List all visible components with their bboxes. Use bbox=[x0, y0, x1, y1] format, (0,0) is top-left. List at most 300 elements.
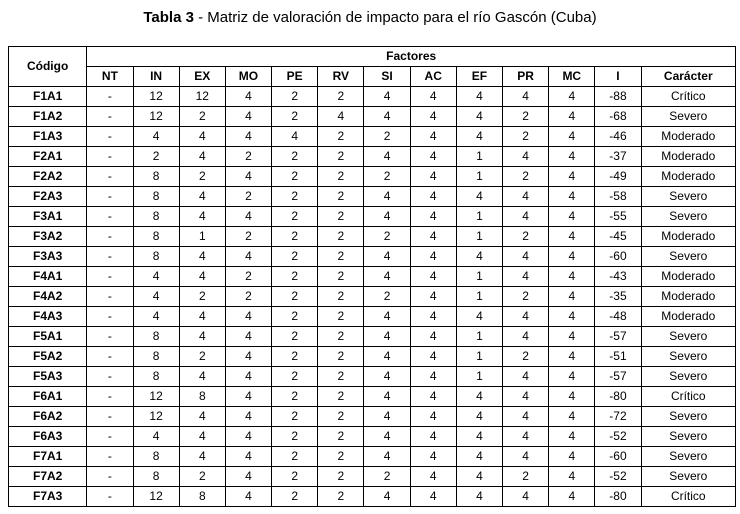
row-code-cell: F4A1 bbox=[9, 267, 87, 287]
row-value-cell: -43 bbox=[595, 267, 641, 287]
row-value-cell: 12 bbox=[133, 387, 179, 407]
row-code-cell: F4A3 bbox=[9, 307, 87, 327]
row-value-cell: 2 bbox=[503, 467, 549, 487]
row-value-cell: 4 bbox=[549, 387, 595, 407]
row-value-cell: 2 bbox=[318, 127, 364, 147]
table-row bbox=[9, 267, 736, 287]
row-value-cell: 2 bbox=[318, 187, 364, 207]
row-value-cell: 4 bbox=[364, 187, 410, 207]
row-value-cell: 4 bbox=[364, 347, 410, 367]
row-value-cell: Severo bbox=[641, 207, 735, 227]
row-value-cell: 12 bbox=[133, 487, 179, 507]
row-value-cell: Severo bbox=[641, 247, 735, 267]
row-value-cell: 4 bbox=[225, 347, 271, 367]
row-value-cell: 4 bbox=[410, 127, 456, 147]
row-value-cell: 1 bbox=[456, 347, 502, 367]
row-value-cell: -52 bbox=[595, 467, 641, 487]
row-value-cell: -45 bbox=[595, 227, 641, 247]
row-code-cell: F3A1 bbox=[9, 207, 87, 227]
row-value-cell: 4 bbox=[503, 247, 549, 267]
row-code-cell: F2A3 bbox=[9, 187, 87, 207]
row-value-cell: 4 bbox=[179, 187, 225, 207]
row-value-cell: - bbox=[87, 107, 133, 127]
row-value-cell: 12 bbox=[133, 107, 179, 127]
row-value-cell: 4 bbox=[410, 487, 456, 507]
row-value-cell: 2 bbox=[318, 87, 364, 107]
row-value-cell: 4 bbox=[225, 307, 271, 327]
row-value-cell: 4 bbox=[272, 127, 318, 147]
row-value-cell: 4 bbox=[364, 387, 410, 407]
row-value-cell: 2 bbox=[272, 387, 318, 407]
table-row bbox=[9, 187, 736, 207]
column-header-mo: MO bbox=[225, 67, 271, 87]
row-value-cell: 4 bbox=[503, 327, 549, 347]
row-value-cell: Severo bbox=[641, 407, 735, 427]
row-value-cell: 4 bbox=[549, 267, 595, 287]
table-row bbox=[9, 467, 736, 487]
factors-group-header: Factores bbox=[87, 47, 736, 67]
row-value-cell: 2 bbox=[272, 207, 318, 227]
column-header-pe: PE bbox=[272, 67, 318, 87]
row-value-cell: 4 bbox=[549, 127, 595, 147]
row-value-cell: Severo bbox=[641, 187, 735, 207]
row-value-cell: 8 bbox=[133, 207, 179, 227]
row-value-cell: 1 bbox=[456, 227, 502, 247]
row-code-cell: F7A3 bbox=[9, 487, 87, 507]
row-code-cell: F1A1 bbox=[9, 87, 87, 107]
row-value-cell: - bbox=[87, 387, 133, 407]
header-row-factors bbox=[9, 47, 736, 67]
row-value-cell: 4 bbox=[456, 87, 502, 107]
row-value-cell: 2 bbox=[272, 107, 318, 127]
table-row bbox=[9, 407, 736, 427]
column-header-in: IN bbox=[133, 67, 179, 87]
row-value-cell: 4 bbox=[364, 307, 410, 327]
row-value-cell: 4 bbox=[410, 327, 456, 347]
row-value-cell: 4 bbox=[133, 127, 179, 147]
row-value-cell: 4 bbox=[549, 147, 595, 167]
row-value-cell: -58 bbox=[595, 187, 641, 207]
row-value-cell: 4 bbox=[410, 207, 456, 227]
row-value-cell: 4 bbox=[549, 427, 595, 447]
row-value-cell: 2 bbox=[272, 87, 318, 107]
row-value-cell: -72 bbox=[595, 407, 641, 427]
row-value-cell: 4 bbox=[364, 267, 410, 287]
row-code-cell: F5A3 bbox=[9, 367, 87, 387]
row-value-cell: 4 bbox=[364, 247, 410, 267]
row-code-cell: F4A2 bbox=[9, 287, 87, 307]
row-value-cell: Moderado bbox=[641, 167, 735, 187]
row-value-cell: 4 bbox=[456, 247, 502, 267]
row-value-cell: 4 bbox=[503, 487, 549, 507]
row-value-cell: 4 bbox=[456, 407, 502, 427]
row-value-cell: 2 bbox=[179, 167, 225, 187]
row-value-cell: 2 bbox=[272, 487, 318, 507]
row-value-cell: 2 bbox=[503, 167, 549, 187]
row-value-cell: 2 bbox=[179, 107, 225, 127]
row-value-cell: - bbox=[87, 367, 133, 387]
row-value-cell: Moderado bbox=[641, 267, 735, 287]
row-value-cell: 2 bbox=[364, 127, 410, 147]
row-value-cell: 8 bbox=[133, 167, 179, 187]
row-value-cell: 4 bbox=[364, 87, 410, 107]
row-value-cell: - bbox=[87, 287, 133, 307]
row-value-cell: 4 bbox=[410, 147, 456, 167]
table-row bbox=[9, 427, 736, 447]
column-header-i: I bbox=[595, 67, 641, 87]
row-value-cell: 4 bbox=[503, 407, 549, 427]
row-value-cell: 2 bbox=[225, 187, 271, 207]
row-value-cell: 4 bbox=[503, 427, 549, 447]
row-value-cell: 4 bbox=[549, 487, 595, 507]
row-value-cell: 4 bbox=[410, 107, 456, 127]
row-value-cell: - bbox=[87, 207, 133, 227]
row-value-cell: 2 bbox=[364, 287, 410, 307]
row-value-cell: -52 bbox=[595, 427, 641, 447]
row-value-cell: 4 bbox=[179, 247, 225, 267]
row-value-cell: 4 bbox=[549, 207, 595, 227]
row-value-cell: 2 bbox=[272, 467, 318, 487]
row-value-cell: 2 bbox=[133, 147, 179, 167]
row-value-cell: 4 bbox=[225, 427, 271, 447]
row-value-cell: 2 bbox=[503, 107, 549, 127]
row-value-cell: 2 bbox=[225, 147, 271, 167]
row-value-cell: 2 bbox=[272, 427, 318, 447]
row-value-cell: -49 bbox=[595, 167, 641, 187]
row-value-cell: 4 bbox=[456, 447, 502, 467]
row-value-cell: 4 bbox=[549, 347, 595, 367]
row-value-cell: 4 bbox=[410, 347, 456, 367]
row-value-cell: 4 bbox=[364, 447, 410, 467]
row-value-cell: 12 bbox=[179, 87, 225, 107]
row-value-cell: -48 bbox=[595, 307, 641, 327]
column-header-mc: MC bbox=[549, 67, 595, 87]
row-value-cell: -55 bbox=[595, 207, 641, 227]
row-value-cell: 4 bbox=[549, 187, 595, 207]
row-value-cell: 2 bbox=[503, 227, 549, 247]
row-value-cell: -57 bbox=[595, 367, 641, 387]
row-value-cell: - bbox=[87, 327, 133, 347]
row-value-cell: 4 bbox=[225, 447, 271, 467]
table-row bbox=[9, 247, 736, 267]
row-value-cell: 8 bbox=[179, 487, 225, 507]
row-value-cell: 2 bbox=[272, 227, 318, 247]
column-header-nt: NT bbox=[87, 67, 133, 87]
row-value-cell: 8 bbox=[179, 387, 225, 407]
row-value-cell: 4 bbox=[503, 267, 549, 287]
row-value-cell: 2 bbox=[318, 367, 364, 387]
row-value-cell: 4 bbox=[318, 107, 364, 127]
row-value-cell: 4 bbox=[503, 307, 549, 327]
row-value-cell: -60 bbox=[595, 447, 641, 467]
row-value-cell: - bbox=[87, 347, 133, 367]
row-value-cell: - bbox=[87, 467, 133, 487]
row-value-cell: Moderado bbox=[641, 227, 735, 247]
row-code-cell: F2A1 bbox=[9, 147, 87, 167]
row-value-cell: 4 bbox=[410, 227, 456, 247]
row-value-cell: 2 bbox=[503, 127, 549, 147]
row-value-cell: 4 bbox=[179, 147, 225, 167]
row-value-cell: 4 bbox=[225, 367, 271, 387]
row-value-cell: 2 bbox=[318, 327, 364, 347]
table-row bbox=[9, 207, 736, 227]
column-header-ex: EX bbox=[179, 67, 225, 87]
row-value-cell: - bbox=[87, 447, 133, 467]
table-row bbox=[9, 287, 736, 307]
row-value-cell: 4 bbox=[410, 467, 456, 487]
row-value-cell: Severo bbox=[641, 427, 735, 447]
row-code-cell: F3A2 bbox=[9, 227, 87, 247]
row-value-cell: 4 bbox=[503, 187, 549, 207]
row-value-cell: 4 bbox=[549, 247, 595, 267]
row-value-cell: 2 bbox=[318, 407, 364, 427]
row-value-cell: 2 bbox=[318, 387, 364, 407]
row-value-cell: Crítico bbox=[641, 487, 735, 507]
column-header-pr: PR bbox=[503, 67, 549, 87]
table-row bbox=[9, 447, 736, 467]
row-value-cell: 2 bbox=[318, 267, 364, 287]
row-value-cell: 2 bbox=[272, 167, 318, 187]
row-code-cell: F1A2 bbox=[9, 107, 87, 127]
row-value-cell: 2 bbox=[364, 167, 410, 187]
row-value-cell: Crítico bbox=[641, 87, 735, 107]
row-value-cell: 4 bbox=[225, 467, 271, 487]
row-code-cell: F2A2 bbox=[9, 167, 87, 187]
row-value-cell: 2 bbox=[272, 247, 318, 267]
row-value-cell: Moderado bbox=[641, 307, 735, 327]
row-value-cell: 4 bbox=[549, 167, 595, 187]
row-value-cell: 2 bbox=[503, 287, 549, 307]
row-value-cell: -60 bbox=[595, 247, 641, 267]
row-value-cell: -51 bbox=[595, 347, 641, 367]
row-value-cell: 4 bbox=[225, 127, 271, 147]
row-value-cell: 2 bbox=[272, 347, 318, 367]
row-value-cell: 8 bbox=[133, 327, 179, 347]
row-value-cell: 1 bbox=[456, 167, 502, 187]
row-value-cell: 1 bbox=[179, 227, 225, 247]
row-value-cell: 4 bbox=[456, 127, 502, 147]
row-value-cell: Severo bbox=[641, 327, 735, 347]
row-value-cell: - bbox=[87, 187, 133, 207]
row-value-cell: Crítico bbox=[641, 387, 735, 407]
row-code-cell: F3A3 bbox=[9, 247, 87, 267]
row-value-cell: -68 bbox=[595, 107, 641, 127]
row-value-cell: 4 bbox=[549, 367, 595, 387]
row-value-cell: 4 bbox=[364, 207, 410, 227]
row-value-cell: 4 bbox=[410, 387, 456, 407]
row-value-cell: 8 bbox=[133, 347, 179, 367]
row-value-cell: 4 bbox=[225, 327, 271, 347]
row-value-cell: 8 bbox=[133, 467, 179, 487]
row-value-cell: 1 bbox=[456, 367, 502, 387]
row-value-cell: 4 bbox=[503, 367, 549, 387]
row-value-cell: - bbox=[87, 407, 133, 427]
row-value-cell: -37 bbox=[595, 147, 641, 167]
row-code-cell: F5A2 bbox=[9, 347, 87, 367]
row-value-cell: 2 bbox=[364, 467, 410, 487]
row-value-cell: 4 bbox=[456, 107, 502, 127]
row-value-cell: -80 bbox=[595, 387, 641, 407]
row-value-cell: -88 bbox=[595, 87, 641, 107]
row-value-cell: 4 bbox=[410, 247, 456, 267]
table-row bbox=[9, 327, 736, 347]
row-value-cell: 4 bbox=[364, 407, 410, 427]
row-value-cell: 4 bbox=[549, 467, 595, 487]
table-row bbox=[9, 487, 736, 507]
row-value-cell: 4 bbox=[225, 87, 271, 107]
row-value-cell: 4 bbox=[179, 267, 225, 287]
row-value-cell: 12 bbox=[133, 407, 179, 427]
table-row bbox=[9, 227, 736, 247]
row-value-cell: 4 bbox=[410, 407, 456, 427]
table-row bbox=[9, 107, 736, 127]
row-value-cell: 4 bbox=[456, 307, 502, 327]
row-value-cell: 4 bbox=[410, 427, 456, 447]
row-value-cell: 4 bbox=[364, 107, 410, 127]
row-value-cell: -35 bbox=[595, 287, 641, 307]
row-value-cell: -80 bbox=[595, 487, 641, 507]
row-value-cell: 4 bbox=[549, 307, 595, 327]
row-value-cell: 4 bbox=[225, 107, 271, 127]
row-value-cell: 4 bbox=[503, 447, 549, 467]
row-value-cell: 4 bbox=[503, 147, 549, 167]
table-caption-text: - Matriz de valoración de impacto para el río Gascón (Cuba) bbox=[193, 9, 597, 26]
row-value-cell: Moderado bbox=[641, 147, 735, 167]
table-caption-label: Tabla 3 bbox=[143, 9, 194, 26]
row-value-cell: 4 bbox=[179, 327, 225, 347]
row-code-cell: F7A2 bbox=[9, 467, 87, 487]
row-value-cell: 4 bbox=[225, 487, 271, 507]
row-value-cell: - bbox=[87, 167, 133, 187]
table-body bbox=[9, 87, 736, 507]
code-column-header: Código bbox=[9, 47, 87, 87]
row-value-cell: 4 bbox=[456, 187, 502, 207]
row-value-cell: 4 bbox=[410, 187, 456, 207]
row-value-cell: 4 bbox=[364, 367, 410, 387]
row-value-cell: 2 bbox=[364, 227, 410, 247]
row-value-cell: 4 bbox=[179, 367, 225, 387]
row-value-cell: 4 bbox=[179, 127, 225, 147]
row-value-cell: - bbox=[87, 307, 133, 327]
row-value-cell: 2 bbox=[179, 287, 225, 307]
row-value-cell: 4 bbox=[133, 267, 179, 287]
impact-matrix-table bbox=[8, 46, 736, 507]
row-value-cell: 2 bbox=[272, 287, 318, 307]
row-value-cell: 2 bbox=[318, 287, 364, 307]
row-code-cell: F1A3 bbox=[9, 127, 87, 147]
row-value-cell: 1 bbox=[456, 147, 502, 167]
row-value-cell: - bbox=[87, 227, 133, 247]
row-value-cell: 4 bbox=[456, 387, 502, 407]
row-value-cell: 8 bbox=[133, 367, 179, 387]
row-value-cell: 8 bbox=[133, 247, 179, 267]
column-header-rv: RV bbox=[318, 67, 364, 87]
row-value-cell: Severo bbox=[641, 367, 735, 387]
row-value-cell: 4 bbox=[549, 87, 595, 107]
row-value-cell: 2 bbox=[272, 147, 318, 167]
row-value-cell: 4 bbox=[410, 367, 456, 387]
row-value-cell: 4 bbox=[225, 207, 271, 227]
row-value-cell: 8 bbox=[133, 447, 179, 467]
row-value-cell: 4 bbox=[179, 447, 225, 467]
row-value-cell: - bbox=[87, 147, 133, 167]
row-value-cell: 4 bbox=[364, 147, 410, 167]
row-value-cell: 2 bbox=[272, 367, 318, 387]
row-value-cell: 4 bbox=[549, 327, 595, 347]
table-caption bbox=[0, 8, 740, 28]
row-value-cell: 4 bbox=[549, 107, 595, 127]
row-value-cell: 4 bbox=[133, 427, 179, 447]
row-value-cell: 2 bbox=[272, 447, 318, 467]
table-row bbox=[9, 347, 736, 367]
row-value-cell: 2 bbox=[318, 307, 364, 327]
row-code-cell: F6A1 bbox=[9, 387, 87, 407]
column-header-car-cter: Carácter bbox=[641, 67, 735, 87]
row-value-cell: 2 bbox=[272, 307, 318, 327]
column-header-ac: AC bbox=[410, 67, 456, 87]
row-code-cell: F5A1 bbox=[9, 327, 87, 347]
row-value-cell: -57 bbox=[595, 327, 641, 347]
row-value-cell: 2 bbox=[225, 267, 271, 287]
row-code-cell: F6A2 bbox=[9, 407, 87, 427]
row-value-cell: 4 bbox=[225, 247, 271, 267]
table-row bbox=[9, 147, 736, 167]
row-value-cell: Severo bbox=[641, 467, 735, 487]
row-value-cell: 4 bbox=[503, 207, 549, 227]
row-value-cell: 4 bbox=[503, 387, 549, 407]
row-value-cell: Severo bbox=[641, 347, 735, 367]
row-value-cell: - bbox=[87, 87, 133, 107]
row-value-cell: 12 bbox=[133, 87, 179, 107]
row-value-cell: 4 bbox=[179, 207, 225, 227]
row-value-cell: Severo bbox=[641, 107, 735, 127]
row-value-cell: 4 bbox=[549, 227, 595, 247]
row-value-cell: 4 bbox=[364, 427, 410, 447]
row-value-cell: 4 bbox=[364, 327, 410, 347]
row-value-cell: 4 bbox=[133, 287, 179, 307]
row-value-cell: Moderado bbox=[641, 127, 735, 147]
row-value-cell: 2 bbox=[318, 227, 364, 247]
row-value-cell: 4 bbox=[503, 87, 549, 107]
row-value-cell: - bbox=[87, 267, 133, 287]
row-value-cell: 4 bbox=[410, 287, 456, 307]
row-value-cell: 4 bbox=[456, 427, 502, 447]
row-value-cell: 1 bbox=[456, 287, 502, 307]
table-row bbox=[9, 367, 736, 387]
row-value-cell: 4 bbox=[225, 387, 271, 407]
row-value-cell: 2 bbox=[318, 447, 364, 467]
row-value-cell: 2 bbox=[272, 267, 318, 287]
row-value-cell: 2 bbox=[272, 407, 318, 427]
column-header-si: SI bbox=[364, 67, 410, 87]
row-value-cell: 4 bbox=[179, 407, 225, 427]
row-value-cell: 2 bbox=[318, 427, 364, 447]
row-value-cell: 2 bbox=[318, 167, 364, 187]
row-value-cell: 1 bbox=[456, 207, 502, 227]
row-value-cell: Moderado bbox=[641, 287, 735, 307]
row-value-cell: 4 bbox=[133, 307, 179, 327]
table-row bbox=[9, 127, 736, 147]
row-value-cell: - bbox=[87, 487, 133, 507]
row-value-cell: 2 bbox=[318, 247, 364, 267]
row-value-cell: 2 bbox=[318, 347, 364, 367]
row-value-cell: 4 bbox=[410, 447, 456, 467]
row-value-cell: 4 bbox=[179, 427, 225, 447]
table-row bbox=[9, 167, 736, 187]
row-value-cell: - bbox=[87, 427, 133, 447]
row-value-cell: 2 bbox=[318, 147, 364, 167]
row-value-cell: -46 bbox=[595, 127, 641, 147]
